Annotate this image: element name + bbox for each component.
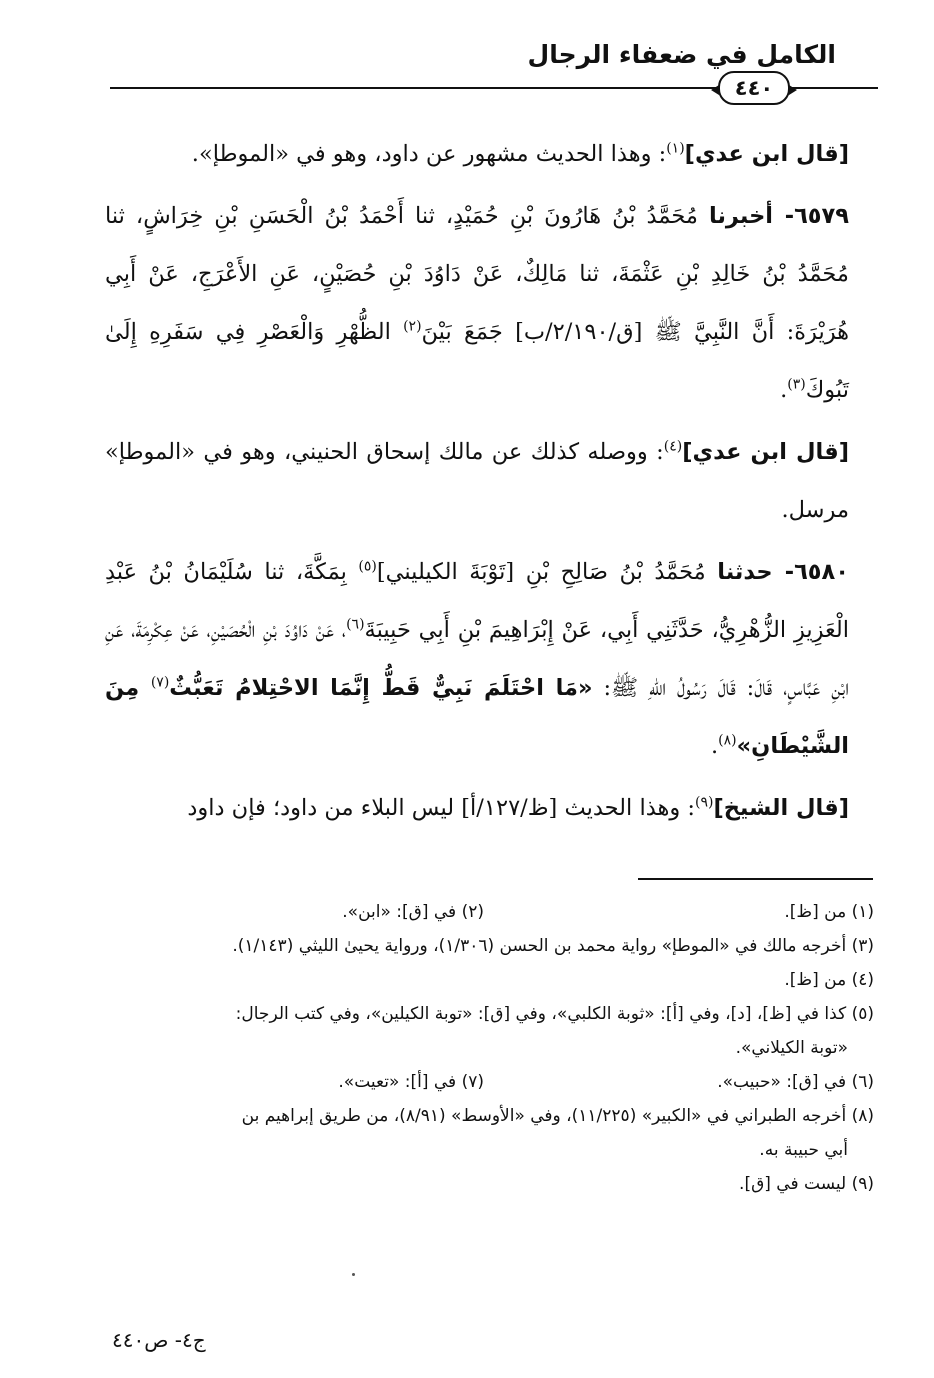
footnote-8-continued: أبي حبيبة به. — [759, 1140, 848, 1160]
speaker-label: [قال الشيخ] — [713, 795, 849, 821]
footnote-row — [105, 1133, 874, 1167]
speaker-label: [قال ابن عدي] — [684, 141, 849, 167]
footnote-row — [105, 997, 874, 1031]
footnote-row — [105, 1031, 874, 1065]
footnote-ref: (٣) — [787, 376, 806, 393]
footnote-ref: (٦) — [346, 616, 365, 633]
footnote-row — [105, 929, 874, 963]
footnote-8: (٨) أخرجه الطبراني في «الكبير» (١١/٢٢٥)، وفي «الأوسط» (٨/٩١)، من طريق إبراهيم بن — [241, 1106, 874, 1126]
footnote-row — [105, 963, 874, 997]
footnotes — [105, 895, 874, 1201]
paragraph-end: . — [780, 377, 788, 403]
paragraph-5 — [105, 779, 849, 837]
matn-text: الظُّهْرِ وَالْعَصْرِ فِي سَفَرِهِ إِلَىٰ تَبُوكَ — [105, 319, 849, 403]
isnad-text: مُحَمَّدُ بْنُ هَارُونَ بْنِ حُمَيْدٍ، ثنا أَحْمَدُ بْنُ الْحَسَنِ بْنِ خِرَاشٍ، ثنا مُحَمَّدُ بْنُ خَالِدِ بْنِ عَثْمَةَ، ثنا مَالِكٌ، عَنْ دَاوُدَ بْنِ حُصَيْنٍ، عَنِ الأَعْرَجِ، عَنْ أَبِي هُرَيْرَةَ: أَنَّ النَّبِيَّ ﷺ [ق/٢/١٩٠/ب] جَمَعَ بَيْنَ — [105, 203, 849, 345]
footnote-separator — [638, 878, 873, 880]
footnote-9: (٩) ليست في [ق]. — [739, 1174, 874, 1194]
main-text — [105, 125, 849, 841]
footnote-5: (٥) كذا في [ظ]، [د]، وفي [أ]: «ثوبة الكلبي»، وفي [ق]: «توبة الكيلين»، وفي كتب الرجال: — [235, 1004, 874, 1024]
print-speck — [352, 1273, 355, 1276]
footnote-ref: (٤) — [663, 438, 683, 455]
footnote-row — [105, 1065, 874, 1099]
hadith-number-label: ٦٥٧٩- أخبرنا — [709, 203, 849, 229]
footnote-row — [105, 1167, 874, 1201]
hadith-number-label: ٦٥٨٠- حدثنا — [717, 559, 850, 585]
paragraph-text: : ووصله كذلك عن مالك إسحاق الحنيني، وهو في «الموطإ» مرسل. — [105, 439, 849, 523]
isnad-text: مُحَمَّدُ بْنُ صَالِحِ بْنِ [تَوْبَةَ الكيليني] — [376, 559, 718, 585]
speaker-label: [قال ابن عدي] — [682, 439, 849, 465]
footnote-ref: (٨) — [718, 732, 737, 749]
paragraph-3 — [105, 423, 849, 539]
footnote-6: (٦) في [ق]: «حبيب». — [717, 1072, 874, 1092]
volume-page-label: ج٤- ص٤٤٠ — [112, 1328, 206, 1352]
footnote-3: (٣) أخرجه مالك في «الموطإ» رواية محمد بن الحسن (١/٣٠٦)، ورواية يحيىٰ الليثي (١/١٤٣). — [232, 936, 874, 956]
footnote-7: (٧) في [أ]: «تعيت». — [338, 1072, 484, 1092]
footnote-ref: (٧) — [150, 674, 170, 691]
footnote-row — [105, 1099, 874, 1133]
page-number-badge: ٤٤٠ — [718, 71, 790, 105]
footnote-2: (٢) في [ق]: «ابن». — [342, 902, 484, 922]
hadith-matn: مِنَ الشَّيْطَانِ» — [105, 675, 849, 759]
paragraph-text: : وهذا الحديث [ظ/١٢٧/أ] ليس البلاء من داود؛ فإن داود — [187, 795, 695, 821]
isnad-text: ، عَنْ دَاوُدَ بْنِ الْحُصَيْنِ، عَنْ عِكْرِمَةَ، عَنِ ابْنِ عَبَّاسٍ، قَالَ: قَالَ رَسُولُ اللهِ ﷺ: — [105, 617, 849, 701]
footnote-ref: (٢) — [403, 318, 422, 335]
hadith-matn: «مَا احْتَلَمَ نَبِيٌّ قَطُّ إِنَّمَا الاحْتِلامُ تَعَبُّثٌ — [169, 675, 593, 701]
footnote-ref: (٥) — [358, 558, 377, 575]
running-header-title: الكامل في ضعفاء الرجال — [527, 40, 836, 69]
hadith-6579 — [105, 187, 849, 419]
footnote-row — [105, 895, 874, 929]
footnote-ref: (٩) — [694, 794, 714, 811]
footnote-5-continued: «توبة الكيلاني». — [735, 1038, 848, 1058]
paragraph-1 — [105, 125, 849, 183]
footnote-ref: (١) — [666, 140, 685, 157]
paragraph-end: . — [711, 733, 719, 759]
hadith-6580 — [105, 543, 849, 775]
paragraph-text: : وهذا الحديث مشهور عن داود، وهو في «الموطإ». — [191, 141, 667, 167]
isnad-text: بِمَكَّةَ، ثنا سُلَيْمَانُ بْنُ عَبْدِ الْعَزِيزِ الزُّهْرِيُّ، حَدَّثَنِي أَبِي، عَنْ إِبْرَاهِيمَ بْنِ أَبِي حَبِيبَةَ — [105, 559, 849, 643]
footnote-4: (٤) من [ظ]. — [784, 970, 874, 990]
footnote-1: (١) من [ظ]. — [784, 902, 874, 922]
